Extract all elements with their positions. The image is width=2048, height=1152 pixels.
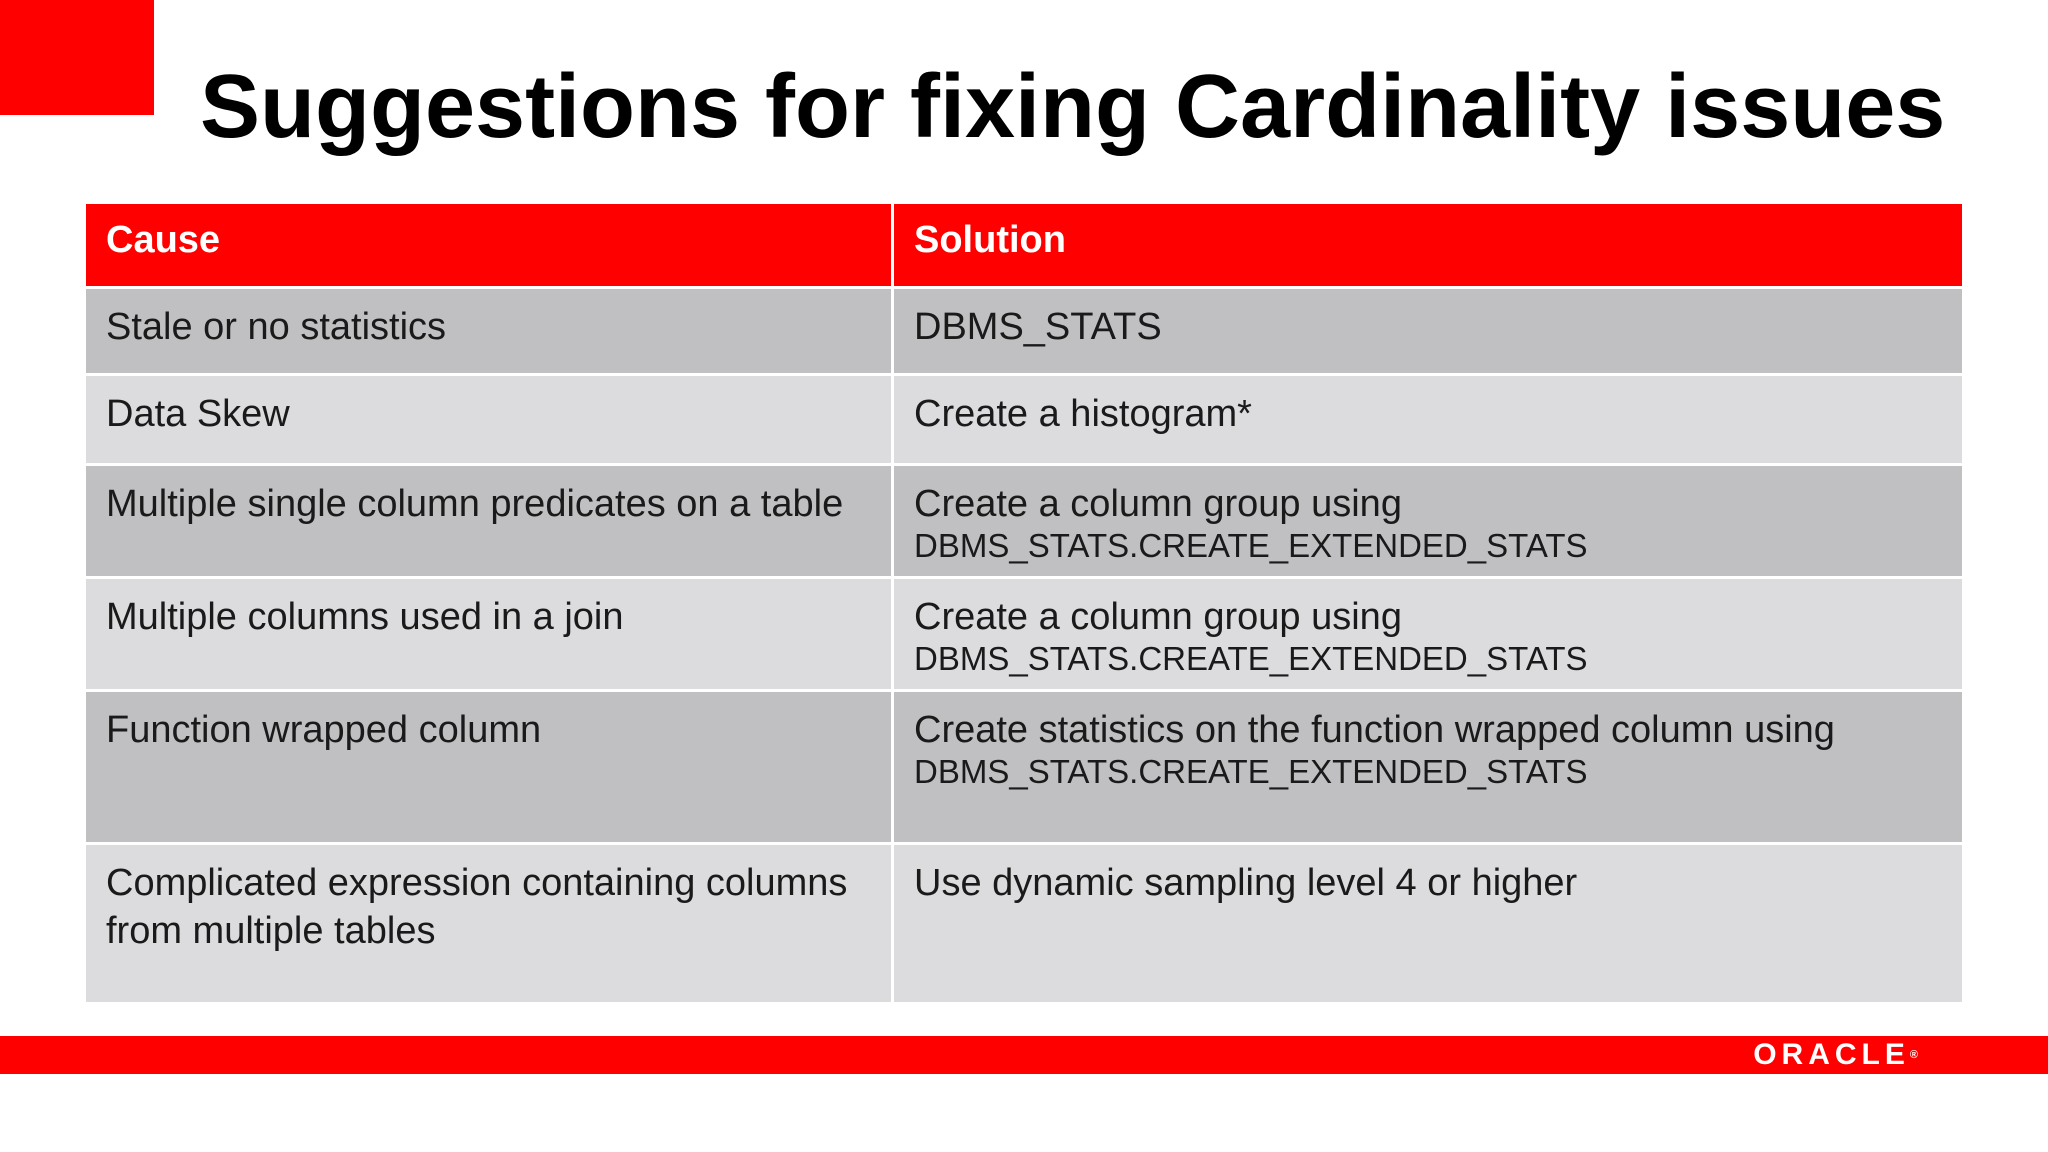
oracle-logo-text: ORACLE [1753, 1038, 1910, 1071]
solution-text: Use dynamic sampling level 4 or higher [914, 862, 1578, 904]
solution-text: Create a column group using [914, 483, 1402, 525]
table-header-row [86, 204, 1962, 286]
cause-text: Data Skew [106, 393, 290, 435]
cause-text: Stale or no statistics [106, 306, 447, 348]
table-row [86, 845, 1962, 1002]
solution-cell [894, 845, 1962, 1002]
solution-cell [894, 376, 1962, 463]
solution-cell [894, 289, 1962, 373]
table-row [86, 579, 1962, 689]
table-row [86, 466, 1962, 576]
cause-text: Complicated expression containing columns from multiple tables [106, 862, 848, 952]
cause-cell [86, 692, 891, 842]
cause-text: Function wrapped column [106, 709, 542, 751]
suggestions-table-container [86, 204, 1962, 1002]
solution-cell [894, 466, 1962, 576]
solution-code: DBMS_STATS.CREATE_EXTENDED_STATS [914, 640, 1588, 677]
solution-text: DBMS_STATS [914, 306, 1162, 348]
cause-cell [86, 845, 891, 1002]
solution-cell [894, 579, 1962, 689]
corner-accent-block [0, 0, 154, 115]
solution-code: DBMS_STATS.CREATE_EXTENDED_STATS [914, 753, 1588, 790]
cause-text: Multiple columns used in a join [106, 596, 624, 638]
footer-bar [0, 1036, 2048, 1074]
registered-mark: ® [1909, 1049, 1918, 1061]
cause-cell [86, 289, 891, 373]
header-cause: Cause [86, 204, 891, 286]
solution-cell [894, 692, 1962, 842]
table-row [86, 376, 1962, 463]
suggestions-table [83, 201, 1965, 1005]
table-row [86, 289, 1962, 373]
table-row [86, 692, 1962, 842]
header-solution: Solution [894, 204, 1962, 286]
slide-title: Suggestions for fixing Cardinality issues [200, 57, 1946, 157]
cause-cell [86, 579, 891, 689]
solution-text: Create a histogram* [914, 393, 1252, 435]
cause-cell [86, 466, 891, 576]
solution-code: DBMS_STATS.CREATE_EXTENDED_STATS [914, 527, 1588, 564]
solution-text: Create a column group using [914, 596, 1402, 638]
solution-text: Create statistics on the function wrapped column using [914, 709, 1835, 751]
cause-text: Multiple single column predicates on a table [106, 483, 844, 525]
cause-cell [86, 376, 891, 463]
oracle-logo [1753, 1039, 1918, 1071]
